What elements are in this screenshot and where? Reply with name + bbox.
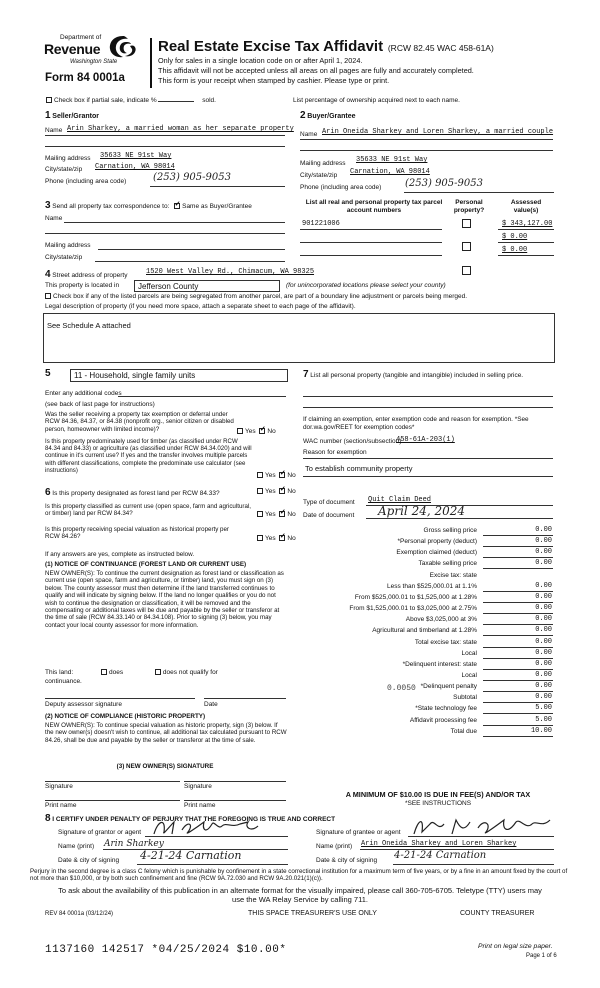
s6-q1-no-checkbox[interactable] <box>279 488 285 494</box>
calc-label: Excise tax: state <box>429 571 477 579</box>
grantee-print-label: Name (print) <box>316 843 353 850</box>
s8-title: I CERTIFY UNDER PENALTY OF PERJURY THAT THE FOREGOING IS TRUE AND CORRECT <box>52 816 336 823</box>
land-use-select[interactable] <box>70 369 288 382</box>
seller-city-value: Carnation, WA 98014 <box>95 163 175 171</box>
s6-q3-yes-checkbox[interactable] <box>257 535 263 541</box>
doc-type-label: Type of document <box>303 499 355 506</box>
partial-sale-label: Check box if partial sale, indicate % <box>54 97 157 104</box>
s6-q3-no-checkbox[interactable] <box>279 535 285 541</box>
calc-value[interactable]: 0.00 <box>535 581 552 590</box>
grantor-print-label: Name (print) <box>58 843 95 850</box>
county-select[interactable] <box>134 280 280 292</box>
s6-q3: Is this property receiving special valuation as historical property per RCW 84.26? <box>45 526 229 541</box>
partial-sale-row <box>46 97 216 105</box>
buyer-heading <box>300 110 356 122</box>
state-label: Washington State <box>70 59 118 65</box>
addl-codes-label: Enter any additional codes <box>45 390 122 397</box>
calc-value[interactable]: 0.00 <box>535 637 552 646</box>
revenue-swirl-icon <box>106 34 140 60</box>
s6-q3-yes-label: Yes <box>265 535 276 542</box>
land-label: This land: <box>45 669 74 676</box>
buyer-mail-value: 35633 NE 91st Way <box>356 156 428 164</box>
s6-q1-yes-checkbox[interactable] <box>257 488 263 494</box>
calc-label: Gross selling price <box>423 527 477 534</box>
calc-label: *Delinquent interest: state <box>402 660 477 668</box>
s5-q1-yes-label: Yes <box>245 428 256 435</box>
seller-city-label: City/state/zip <box>45 166 83 173</box>
grantor-signature <box>148 816 268 838</box>
seller-phone-value: (253) 905-9053 <box>153 172 231 183</box>
seller-mail-value: 35633 NE 91st Way <box>100 152 172 160</box>
calc-value[interactable]: 0.00 <box>535 648 552 657</box>
notice2-body: NEW OWNER(S): To continue special valuation as historic property, sign (3) below. If the new owner(s) doesn't wish to continue, all additional tax calculated pursuant to RCW 84.26, shall be due and payable by the seller or transferor at the time of sale. <box>45 722 287 744</box>
s6-q1: Is this property designated as forest land per RCW 84.33? <box>52 490 220 497</box>
s6-q3-no-label: No <box>287 535 296 542</box>
calc-value[interactable]: 0.00 <box>535 670 552 679</box>
grantee-sig-label: Signature of grantee or agent <box>316 829 401 836</box>
same-as-buyer-label: Same as Buyer/Grantee <box>182 203 252 210</box>
new-owner-print-label-1: Print name <box>45 802 77 809</box>
calc-label: Exemption claimed (deduct) <box>396 549 477 557</box>
sold-label: sold. <box>202 97 216 104</box>
s3-name-label: Name <box>45 215 63 222</box>
grantor-date-value: 4-21-24 Carnation <box>140 849 242 862</box>
s6-q2-yes-checkbox[interactable] <box>257 511 263 517</box>
grantee-print-value: Arin Oneida Sharkey and Loren Sharkey <box>361 840 517 848</box>
local-rate: 0.0050 <box>387 684 416 693</box>
calc-label: Above $3,025,000 at 3% <box>405 616 477 624</box>
perjury-notice <box>30 868 570 882</box>
calc-value[interactable]: 0.00 <box>535 626 552 635</box>
assessed-value[interactable]: $ 343,127.00 <box>502 220 553 228</box>
unincorp-note: (for unincorporated locations please select your county) <box>286 282 446 289</box>
seller-name-label: Name <box>45 127 63 134</box>
seller-mail-label: Mailing address <box>45 155 91 162</box>
title-rcw: (RCW 82.45 WAC 458-61A) <box>387 43 494 53</box>
addl-codes-note: (see back of last page for instructions) <box>45 401 155 408</box>
buyer-mail-label: Mailing address <box>300 160 346 167</box>
personal-header: Personal property? <box>453 199 485 214</box>
grantor-sig-label: Signature of grantor or agent <box>58 829 142 836</box>
s4-num: 4 <box>45 269 51 280</box>
s5-q2-answer <box>257 472 296 480</box>
calc-label: *State technology fee <box>415 705 477 713</box>
assessed-value[interactable]: $ 0.00 <box>502 233 528 241</box>
list-pct-note: List percentage of ownership acquired next to each name. <box>293 97 460 104</box>
header-sub3 <box>158 77 389 86</box>
partial-sale-checkbox[interactable] <box>46 97 52 103</box>
s5-q2-no-label: No <box>287 472 296 479</box>
s5-q2: Is this property predominately used for timber (as classified under RCW 84.34 and 84.33) or agriculture (as classified under RCW 84.34.020) and will continue in it's current use? If yes and the transfer involves multiple parcels with different classifications, complete the predominate use calculator (see instructions) <box>45 438 252 474</box>
doc-type-value: Quit Claim Deed <box>368 496 432 504</box>
land-use-value: 11 - Household, single family units <box>74 371 196 380</box>
s6-q2-yes-label: Yes <box>265 511 276 518</box>
deputy-date-label: Date <box>204 701 218 708</box>
calc-value[interactable]: 0.00 <box>535 682 552 691</box>
calc-label: Local <box>461 671 477 679</box>
exemption-note: If claiming an exemption, enter exemption code and reason for exemption. *See dor.wa.gov/REET for exemption codes* <box>303 416 529 431</box>
doc-date-label: Date of document <box>303 512 355 519</box>
rev-number: REV 84 0001a (03/12/24) <box>45 911 114 917</box>
s7-title: List all personal property (tangible and intangible) included in selling price. <box>310 372 524 379</box>
calc-value[interactable]: 5.00 <box>535 704 552 713</box>
dept-label: Department of <box>60 34 102 41</box>
does-not-label: does not qualify for <box>162 669 218 676</box>
continuance-label: continuance. <box>45 678 82 685</box>
calc-value[interactable]: 0.00 <box>535 615 552 624</box>
s1-title: Seller/Grantor <box>52 113 99 120</box>
calc-value[interactable]: 0.00 <box>535 526 552 534</box>
correspondence-row <box>45 200 252 212</box>
new-owner-sig-label-1: Signature <box>45 783 73 790</box>
s5-q1-yes-checkbox[interactable] <box>237 428 243 434</box>
page-number: Page 1 of 6 <box>526 953 557 959</box>
parcel-header: List all real and personal property tax parcel account numbers <box>305 199 443 214</box>
legal-size-note: Print on legal size paper. <box>478 943 553 950</box>
s7-heading <box>303 369 553 381</box>
s5-q1-no-checkbox[interactable] <box>259 428 265 434</box>
perjury-text: Perjury in the second degree is a class C felony which is punishable by confinement in a state correctional institution for a maximum term of five years, or by a fine in an amount fixed by the court of not more than $10,000, or by both such confinement and fine (RCW 9A.72.030 and RCW 9A.20.021(1)(c)). <box>30 868 568 883</box>
grantor-print-value: Arin Sharkey <box>104 839 164 849</box>
calc-label: *Personal property (deduct) <box>397 538 477 546</box>
personal-property-checkbox[interactable] <box>462 219 471 228</box>
wac-value: 458-61A-203(1) <box>396 436 455 444</box>
buyer-city-value: Carnation, WA 98014 <box>350 168 430 176</box>
seller-heading <box>45 110 99 122</box>
treasurer-space-label: THIS SPACE TREASURER'S USE ONLY <box>248 910 377 917</box>
s6-q1-yes-label: Yes <box>265 488 276 495</box>
calc-label: Less than $525,000.01 at 1.1% <box>387 582 477 590</box>
same-as-buyer-checkbox[interactable] <box>174 203 180 209</box>
s2-title: Buyer/Grantee <box>307 113 356 120</box>
s2-num: 2 <box>300 110 306 121</box>
located-label: This property is located in <box>45 282 120 289</box>
new-owner-sig-label-2: Signature <box>184 783 212 790</box>
wac-label: WAC number (section/subsection) <box>303 438 402 445</box>
s6-q2-no-checkbox[interactable] <box>279 511 285 517</box>
legal-value: See Schedule A attached <box>47 321 131 330</box>
calc-label: Affidavit processing fee <box>409 716 477 724</box>
reason-value: To establish community property <box>305 464 413 473</box>
segregate-checkbox[interactable] <box>45 293 51 299</box>
header-divider <box>150 38 152 88</box>
new-owner-print-label-2: Print name <box>184 802 216 809</box>
personal-property-checkbox[interactable] <box>462 266 471 275</box>
land-row <box>45 669 218 677</box>
form-title <box>158 38 494 56</box>
calc-label: Local <box>461 649 477 657</box>
calc-value[interactable]: 5.00 <box>535 715 552 724</box>
form-number: Form 84 0001a <box>45 72 125 84</box>
buyer-name-value: Arin Oneida Sharkey and Loren Sharkey, a married couple <box>322 128 554 136</box>
logo-word: Revenue <box>44 41 101 57</box>
s5-num: 5 <box>45 368 51 379</box>
s6-q3-answer <box>257 535 296 543</box>
deputy-label: Deputy assessor signature <box>45 701 122 708</box>
calc-value[interactable]: 0.00 <box>535 659 552 668</box>
buyer-name-label: Name <box>300 131 318 138</box>
calc-value[interactable]: 0.00 <box>535 537 552 546</box>
s6-q1-row <box>45 487 220 499</box>
grantor-date-label: Date & city of signing <box>58 857 120 864</box>
does-label: does <box>109 669 124 676</box>
notice3-title: (3) NEW OWNER(S) SIGNATURE <box>116 763 214 770</box>
calc-label: Agricultural and timberland at 1.28% <box>372 627 477 635</box>
calc-label: Total due <box>450 727 477 735</box>
calc-label: Taxable selling price <box>418 560 477 568</box>
county-treasurer-label: COUNTY TREASURER <box>460 910 535 917</box>
s5-q2-no-checkbox[interactable] <box>279 472 285 478</box>
calc-value[interactable]: 0.00 <box>535 693 552 702</box>
s3-mail-label: Mailing address <box>45 242 91 249</box>
notice1-title: (1) NOTICE OF CONTINUANCE (FOREST LAND OR CURRENT USE) <box>45 561 247 568</box>
parcel-number[interactable]: 901221006 <box>302 220 340 228</box>
s6-num: 6 <box>45 487 51 498</box>
s6-q1-answer <box>257 488 296 496</box>
accessibility-notice: To ask about the availability of this publication in an alternate format for the visually impaired, please call 360-705-6705. Teletype (TTY) users may use the WA Relay Service by calling 711. <box>58 886 542 904</box>
s7-num: 7 <box>303 369 309 380</box>
street-value: 1520 West Valley Rd., Chimacum, WA 98325 <box>146 268 315 276</box>
s5-q1: Was the seller receiving a property tax exemption or deferral under RCW 84.36, 84.37, or 84.38 (nonprofit org., senior citizen or disabled person, homeowner with limited income)? <box>45 411 234 433</box>
legal-description-box[interactable] <box>43 313 555 363</box>
grantee-date-value: 4-21-24 Carnation <box>394 850 487 861</box>
street-label: Street address of property <box>52 272 128 279</box>
minimum-due: A MINIMUM OF $10.00 IS DUE IN FEE(S) AND/OR TAX <box>345 790 531 799</box>
buyer-city-label: City/state/zip <box>300 172 338 179</box>
does-checkbox[interactable] <box>101 669 107 675</box>
calc-value[interactable]: 10.00 <box>530 726 552 735</box>
s6-q2-no-label: No <box>287 511 296 518</box>
personal-property-checkbox[interactable] <box>462 242 471 251</box>
buyer-phone-label: Phone (including area code) <box>300 184 382 191</box>
s6-note: If any answers are yes, complete as instructed below. <box>45 551 195 558</box>
s5-q1-no-label: No <box>267 428 276 435</box>
calc-value[interactable]: 0.00 <box>535 548 552 557</box>
assessed-header: Assessed value(s) <box>510 199 542 214</box>
header-sub2: This affidavit will not be accepted unless all areas on all pages are fully and accurately completed. <box>158 66 474 75</box>
title-text: Real Estate Excise Tax Affidavit <box>158 38 384 55</box>
see-instructions: *SEE INSTRUCTIONS <box>404 800 472 807</box>
seller-name-value: Arin Sharkey, a married woman as her separate property <box>67 125 294 133</box>
calc-label: Subtotal <box>453 694 477 702</box>
s6-q2-answer <box>257 511 296 519</box>
calc-value[interactable]: 0.00 <box>535 592 552 601</box>
s5-q2-yes-label: Yes <box>265 472 276 479</box>
legal-label: Legal description of property (if you need more space, attach a separate sheet to each page of the affidavit). <box>45 303 356 310</box>
grantee-date-label: Date & city of signing <box>316 857 378 864</box>
reason-label: Reason for exemption <box>303 449 367 456</box>
calc-label: From $525,000.01 to $1,525,000 at 1.28% <box>354 593 477 601</box>
s8-num: 8 <box>45 813 51 824</box>
notice1-body: NEW OWNER(S): To continue the current designation as forest land or classification as current use (open space, farm and agriculture, or timber) land, you must sign on (3) below. The county assessor must then determine if the land transferred continues to qualify and will indicate by signing below. If the land no longer qualifies or you do not wish to continue the designation or classification, it will be removed and the compensating or additional taxes will be due and payable by the seller or transferor at the time of sale (RCW 84.33.140 or 84.34.108). Prior to signing (3) below, you may contact your local county assessor for more information. <box>45 570 284 629</box>
s3-num: 3 <box>45 200 51 211</box>
notice2-title: (2) NOTICE OF COMPLIANCE (HISTORIC PROPERTY) <box>45 713 206 720</box>
s6-q1-no-label: No <box>287 488 296 495</box>
header-sub3-text: This form is your receipt when stamped by cashier. Please type or print. <box>158 76 390 85</box>
seller-phone-label: Phone (including area code) <box>45 178 127 185</box>
revenue-logo <box>44 34 144 68</box>
county-value: Jefferson County <box>138 281 199 291</box>
calc-label: Total excise tax: state <box>414 638 477 646</box>
s1-num: 1 <box>45 110 51 121</box>
calc-label: From $1,525,000.01 to $3,025,000 at 2.75% <box>349 605 477 613</box>
header-sub1: Only for sales in a single location code on or after April 1, 2024. <box>158 56 363 65</box>
s3-label: Send all property tax correspondence to: <box>52 203 170 210</box>
s5-q2-yes-checkbox[interactable] <box>257 472 263 478</box>
segregate-label: Check box if any of the listed parcels are being segregated from another parcel, are part of a boundary line adjustment or parcels being merged. <box>53 293 468 300</box>
s5-q1-answer <box>237 428 276 436</box>
segregate-row <box>45 293 467 301</box>
grantee-signature <box>408 814 558 838</box>
calc-label: *Delinquent penalty <box>420 683 477 691</box>
does-not-checkbox[interactable] <box>155 669 161 675</box>
assessed-value[interactable]: $ 0.00 <box>502 246 528 254</box>
cashier-stamp: 1137160 142517 *04/25/2024 $10.00* <box>45 944 287 956</box>
s6-q2: Is this property classified as current use (open space, farm and agricultural, or timber) land per RCW 84.34? <box>45 503 252 518</box>
street-row <box>45 269 127 281</box>
calc-value[interactable]: 0.00 <box>535 559 552 568</box>
buyer-phone-value: (253) 905-9053 <box>405 178 483 189</box>
doc-date-value: April 24, 2024 <box>378 504 466 518</box>
s3-city-label: City/state/zip <box>45 254 83 261</box>
calc-value[interactable]: 0.00 <box>535 604 552 613</box>
